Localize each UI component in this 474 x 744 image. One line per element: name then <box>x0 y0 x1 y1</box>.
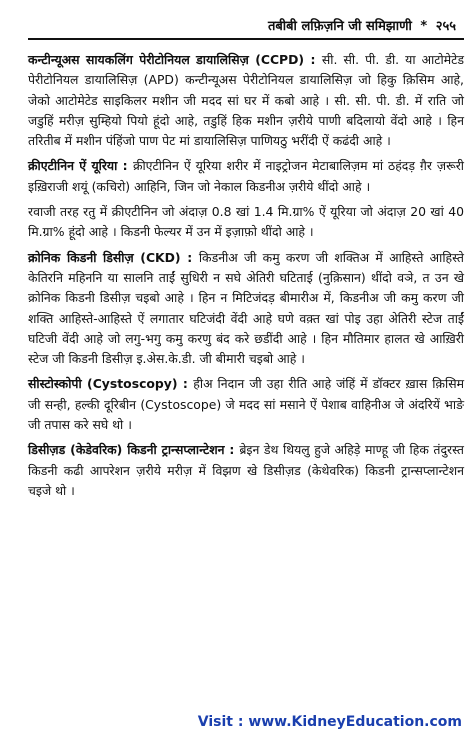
entry-separator: : <box>224 442 240 458</box>
glossary-entry-cystoscopy <box>28 374 464 435</box>
glossary-entry-deceased-transplant <box>28 440 464 501</box>
glossary-entry-ccpd <box>28 50 464 151</box>
entry-term: क्रीएटीनिन ऐं यूरिया <box>28 158 118 174</box>
entry-term: कन्टीन्यूअस सायकलिंग पेरीटोनियल डायालिसिज़ (CCPD) <box>28 52 305 67</box>
entry-definition: क्रीएटीनिन ऐं यूरिया शरीर में नाइट्रोजन मेटाबालिज़म मां ठहंदड़ ग़ैर ज़रूरी इख़िराजी शयूं (कचिरो) आहिनि, जिन जो नेकाल किडनीअ ज़रीये थींदो आहे । <box>28 158 465 194</box>
creatinine-urea-normal-values <box>28 202 464 243</box>
entry-separator: : <box>177 376 194 392</box>
header-rule <box>28 38 464 40</box>
entry-definition: ब्रेइन डेथ थियलु हुजे अहिड़े माण्हू जी हिक तंदुरस्त किडनी कढी आपरेशन ज़रीये मरीज़ में विझण खे डिसीज़ड (केथेवरिक) किडनी ट्रान्सप्लान्टेशन चइजे थो । <box>28 442 464 498</box>
page-footer <box>0 714 462 730</box>
entry-definition: किडनीअ जी कमु करण जी शक्तिअ में आहिस्ते आहिस्ते केतिरनि महिननि या सालनि ताईं सुधिरी न सघे अेतिरी घटिताई (नुक़िसान) थींदो वञे, त उन खे क्रोनिक किडनी डिसीज़ चइबो आहे । हिन न मिटिजंदड़ बीमारीअ में, किडनीअ जी कमु करण जी शक्ति आहिस्ते-आहिस्ते ऐं लगातार घटिजंदी वेंदी आहे घणे वक़्त खां पोइ उहा अेतिरी स्टेज ताईं घटिजी वेंदी आहे जो लगु-भगु कमु करणु बंद करे छडींदी आहे । हिन मौतिमार हालत खे आख़िरी स्टेज जी किडनी डिसीज़ इ.अेस.के.डी. जी बीमारी चइबो आहे । <box>28 249 464 367</box>
glossary-entry-creatinine-urea <box>28 156 464 197</box>
page-number: २५५ <box>435 19 456 34</box>
website-link[interactable]: www.KidneyEducation.com <box>248 714 462 730</box>
entry-definition: हीअ निदान जी उहा रीति आहे जंहिं में डॉक्टर ख़ास क़िसिम जी सन्ही, हल्की दूरिबीन (Cystoscope) जे मदद सां मसाने ऐं पेशाब वाहिनीअ जे अंदरियें भाङे जी तपास करे सघे थो । <box>28 376 464 433</box>
entry-separator: : <box>304 52 322 67</box>
entry-definition: रवाजी तरह रतु में क्रीएटीनिन जो अंदाज़ 0.8 खां 1.4 मि.ग्रा% ऐं यूरिया जो अंदाज़ 20 खां 40 मि.ग्रा% हूंदो आहे । किडनी फेल्यर में उन में इज़ाफ़ो थींदो आहे । <box>28 204 464 240</box>
page-header <box>28 0 464 34</box>
entry-definition: सी. सी. पी. डी. या आटोमेटेड पेरीटोनियल डायालिसिज़ (APD) कन्टीन्यूअस पेरीटोनियल डायालिसिज़ जो हिकु क़िसिम आहे, जेको आटोमेटेड साइकिलर मशीन जी मदद सां घर में कबो आहे । सी. सी. पी. डी. में राति जो जडुहिं मरीज़ सुम्हियो पियो हूंदो आहे, तडुहिं हिक मशीन ज़रीये पाणी बदिलायो वेंदो आहे । हिन तरितीब में मशीन पंहिंजो पाण पेट मां डायालिसिज़ पाणियठु भरींदी ऐं कढंदी आहे । <box>28 52 465 149</box>
entry-separator: : <box>117 158 133 174</box>
entry-term: क्रोनिक किडनी डिसीज़ (CKD) <box>28 249 181 265</box>
running-title-text: तबीबी लफ़िज़नि जी समिझाणी <box>267 19 412 34</box>
running-title <box>268 16 464 34</box>
entry-term: डिसीज़ड (केडेवरिक) किडनी ट्रान्सप्लान्टेशन <box>28 442 225 458</box>
visit-label: Visit : <box>197 714 244 730</box>
entry-separator: : <box>180 249 199 265</box>
entry-term: सीस्टोस्कोपी (Cystoscopy) <box>28 376 178 392</box>
header-separator: * <box>420 19 428 34</box>
glossary-entry-ckd <box>28 248 464 370</box>
